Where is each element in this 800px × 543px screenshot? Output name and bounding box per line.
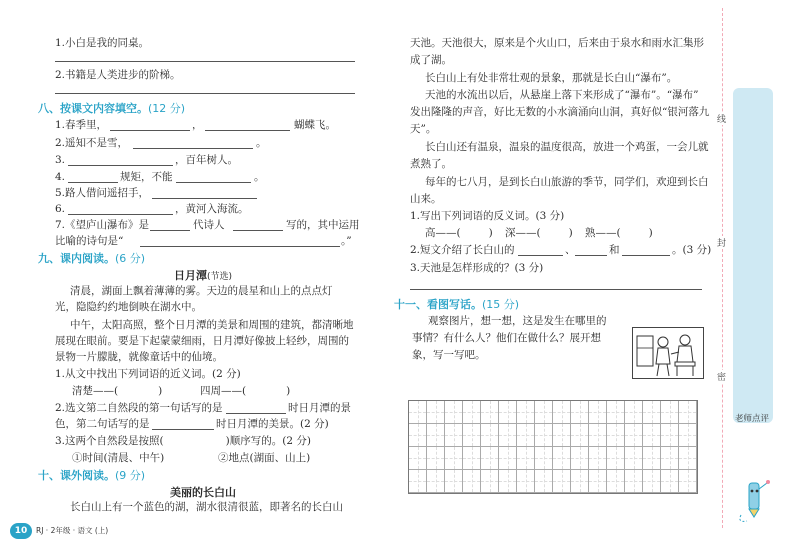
writing-cell[interactable] [607,447,625,470]
passage-1-title: 日月潭(节选) [174,269,233,282]
s8-line-4-mid: 规矩，不能 [120,171,173,183]
pencil-mascot-icon [735,475,775,525]
writing-cell[interactable] [445,424,463,447]
s8-line-2-end: 。 [256,137,267,149]
s9-question-3: 3.这两个自然段是按照( )顺序写的。(2 分) [55,435,311,447]
passage-1-p1a: 清晨，湖面上飘着薄薄的雾。天边的晨星和山上的点点灯 [70,285,333,297]
writing-cell[interactable] [643,447,661,470]
binding-char-line: 线 [717,112,726,125]
blank[interactable] [205,130,290,131]
passage-2-c1: 天池。天池很大，原来是个火山口，后来由于泉水和雨水汇集形 [410,37,704,49]
writing-cell[interactable] [553,447,571,470]
writing-cell[interactable] [553,401,571,424]
passage-1-p2c: 景物一片朦胧，就像童话中的仙境。 [55,351,223,363]
s11-prompt-line-1: 观察图片，想一想，这是发生在哪里的 [428,315,607,327]
s10-q2-and: 和 [609,244,620,256]
blank[interactable] [68,214,173,215]
writing-cell[interactable] [427,447,445,470]
writing-grid[interactable] [408,400,698,494]
s10-question-2: 2.短文介绍了长白山的 [410,244,515,256]
writing-cell[interactable] [463,424,481,447]
writing-cell[interactable] [661,424,679,447]
writing-cell[interactable] [589,424,607,447]
passage-2-c9: 每年的七八月，是到长白山旅游的季节，同学们，欢迎到长白 [425,176,709,188]
people-sitting-illustration [633,328,705,380]
s9-q2-line-2-end: 时日月潭的美景。(2 分) [216,418,329,430]
writing-cell[interactable] [625,424,643,447]
s8-line-1-end: 蝴蝶飞。 [294,119,336,131]
writing-cell[interactable] [499,424,517,447]
s8-line-3-end: ，百年树人。 [175,154,238,166]
writing-cell[interactable] [517,470,535,493]
passage-2-c5: 发出隆隆的声音，好比无数的小水滴涌向山洞，真好似“银河落九 [410,106,710,118]
s10-q2-sep: 、 [565,244,576,256]
writing-cell[interactable] [571,424,589,447]
writing-cell[interactable] [427,401,445,424]
s8-line-1: 1.春季里， [55,119,108,131]
blank[interactable] [68,182,118,183]
s9-q2-line-2: 色，第二句话写的是 [55,418,150,430]
s8-line-8: 比喻的诗句是“ [55,235,124,247]
s10-question-3: 3.天池是怎样形成的？(3 分) [410,262,544,274]
passage-2-c2: 成了湖。 [410,54,452,66]
writing-cell[interactable] [571,401,589,424]
s11-prompt-line-3: 象，写一写吧。 [412,349,486,361]
blank[interactable] [133,148,253,149]
s9-q3-option-1: ①时间(清晨、中午) [72,452,165,464]
writing-cell[interactable] [409,401,427,424]
writing-cell[interactable] [481,424,499,447]
writing-cell[interactable] [643,401,661,424]
blank[interactable] [150,230,190,231]
s10-q1-word-3: 熟——( ) [585,227,653,239]
answer-line[interactable] [55,93,355,94]
writing-cell[interactable] [481,470,499,493]
writing-cell[interactable] [409,424,427,447]
teacher-comment-label: 老师点评 [735,414,770,424]
writing-cell[interactable] [589,401,607,424]
blank[interactable] [68,165,173,166]
s8-line-1-mid: ， [192,119,203,131]
writing-cell[interactable] [499,447,517,470]
writing-cell[interactable] [679,424,697,447]
writing-cell[interactable] [625,401,643,424]
blank[interactable] [233,230,283,231]
blank[interactable] [518,255,563,256]
s11-prompt-line-2: 事情？有什么人？他们在做什么？展开想 [412,332,601,344]
writing-cell[interactable] [427,470,445,493]
writing-cell[interactable] [535,447,553,470]
writing-cell[interactable] [607,470,625,493]
passage-2-c8: 煮熟了。 [410,158,452,170]
writing-cell[interactable] [625,470,643,493]
writing-cell[interactable] [535,470,553,493]
writing-cell[interactable] [553,424,571,447]
writing-cell[interactable] [517,447,535,470]
s8-line-2: 2.遥知不是雪， [55,137,129,149]
q7-sentence-1: 1.小白是我的同桌。 [55,37,150,49]
page-number-badge: 10 [10,523,32,539]
writing-cell[interactable] [607,424,625,447]
passage-2-c10: 山来。 [410,193,442,205]
passage-2-title: 美丽的长白山 [170,486,236,499]
s9-q2-end: 时日月潭的景 [288,402,351,414]
passage-2-c7: 长白山还有温泉，温泉的温度很高，放进一个鸡蛋，一会儿就 [425,141,709,153]
writing-cell[interactable] [643,470,661,493]
s8-line-5: 5.路人借问遥招手， [55,187,150,199]
writing-cell[interactable] [499,401,517,424]
writing-cell[interactable] [571,447,589,470]
writing-cell[interactable] [589,447,607,470]
s9-q1-word-2: 四周——( ) [200,385,291,397]
passage-2-p1: 长白山上有一个蓝色的湖，湖水很清很蓝，即著名的长白山 [70,501,343,513]
passage-1-p2a: 中午，太阳高照，整个日月潭的美景和周围的建筑，都清晰地 [70,319,354,331]
s8-line-3: 3. [55,154,66,166]
writing-cell[interactable] [661,447,679,470]
writing-cell[interactable] [409,470,427,493]
writing-cell[interactable] [679,470,697,493]
blank[interactable] [110,130,190,131]
blank[interactable] [152,429,214,430]
writing-cell[interactable] [643,424,661,447]
scene-illustration [632,327,704,379]
s10-q2-end: 。(3 分) [672,244,712,256]
answer-line[interactable] [410,289,702,290]
writing-cell[interactable] [679,447,697,470]
binding-char-secret: 密 [717,370,726,383]
s10-q1-word-2: 深——( ) [505,227,573,239]
s8-line-4: 4. [55,171,66,183]
blank[interactable] [140,246,340,247]
writing-cell[interactable] [445,447,463,470]
s8-line-4-end: 。 [254,171,265,183]
writing-cell[interactable] [463,401,481,424]
writing-cell[interactable] [679,401,697,424]
passage-1-p1b: 光，隐隐约约地倒映在湖水中。 [55,301,202,313]
writing-cell[interactable] [661,470,679,493]
s8-line-7-end: 写的，其中运用 [286,219,360,231]
writing-cell[interactable] [607,401,625,424]
writing-cell[interactable] [463,470,481,493]
s8-line-6-end: ，黄河入海流。 [175,203,249,215]
blank[interactable] [226,413,286,414]
writing-cell[interactable] [571,470,589,493]
answer-line[interactable] [55,61,355,62]
writing-cell[interactable] [625,447,643,470]
blank[interactable] [176,182,251,183]
writing-cell[interactable] [535,401,553,424]
section-10-heading: 十、课外阅读。(9 分) [38,469,146,482]
s9-q1-word-1: 清楚——( ) [72,385,163,397]
binding-line [722,8,723,528]
writing-cell[interactable] [589,470,607,493]
writing-cell[interactable] [481,447,499,470]
writing-cell[interactable] [517,401,535,424]
s9-question-1: 1.从文中找出下列词语的近义词。(2 分) [55,368,241,380]
section-11-heading: 十一、看图写话。(15 分) [394,298,520,311]
section-8-heading: 八、按课文内容填空。(12 分) [38,102,186,115]
writing-cell[interactable] [553,470,571,493]
writing-cell[interactable] [445,470,463,493]
writing-cell[interactable] [481,401,499,424]
s8-line-8-end: 。” [341,235,352,247]
teacher-comment-panel[interactable] [733,88,773,423]
writing-cell[interactable] [535,424,553,447]
s8-line-7-mid: 代诗人 [193,219,225,231]
q7-sentence-2: 2.书籍是人类进步的阶梯。 [55,69,181,81]
writing-cell[interactable] [445,401,463,424]
section-9-heading: 九、课内阅读。(6 分) [38,252,146,265]
s9-question-2: 2.选文第二自然段的第一句话写的是 [55,402,223,414]
writing-cell[interactable] [661,401,679,424]
passage-2-c3: 长白山上有处非常壮观的景象，那就是长白山“瀑布”。 [425,72,678,84]
s10-question-1: 1.写出下列词语的反义词。(3 分) [410,210,565,222]
s9-q3-option-2: ②地点(湖面、山上) [218,452,311,464]
binding-char-seal: 封 [717,236,726,249]
writing-cell[interactable] [463,447,481,470]
footer-info: RJ · 2年级 · 语文 (上) [36,526,109,535]
s10-q1-word-1: 高——( ) [425,227,493,239]
writing-cell[interactable] [499,470,517,493]
passage-2-c4: 天池的水流出以后，从悬崖上落下来形成了“瀑布”。“瀑布” [425,89,699,101]
writing-cell[interactable] [427,424,445,447]
blank[interactable] [575,255,607,256]
writing-cell[interactable] [409,447,427,470]
blank[interactable] [622,255,670,256]
passage-1-p2b: 展现在眼前。要是下起蒙蒙细雨，日月潭好像披上轻纱，周围的 [55,335,349,347]
blank[interactable] [152,198,257,199]
writing-cell[interactable] [517,424,535,447]
passage-2-c6: 天”。 [410,123,437,135]
s8-line-7: 7.《望庐山瀑布》是 [55,219,150,231]
s8-line-6: 6. [55,203,66,215]
